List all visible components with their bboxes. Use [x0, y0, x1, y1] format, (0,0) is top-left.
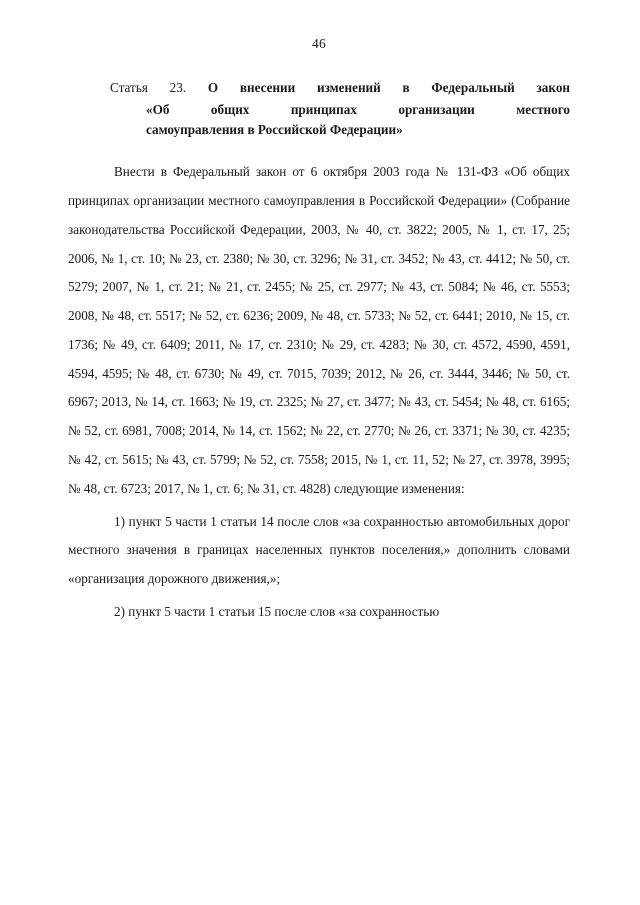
body-paragraph-intro: Внести в Федеральный закон от 6 октября 2003 года № 131-ФЗ «Об общих принципах организации местного самоуправления в Российской Федерации» (Собрание законодательства Российской Федерации, 2003, № 40, ст. 3822; 2005, № 1, ст. 17, 25; 2006, № 1, ст. 10; № 23, ст. 2380; № 30, ст. 3296; № 31, ст. 3452; № 43, ст. 4412; № 50, ст. 5279; 2007, № 1, ст. 21; № 21, ст. 2455; № 25, ст. 2977; № 43, ст. 5084; № 46, ст. 5553; 2008, № 48, ст. 5517; № 52, ст. 6236; 2009, № 48, ст. 5733; № 52, ст. 6441; 2010, № 15, ст. 1736; № 49, ст. 6409; 2011, № 17, ст. 2310; № 29, ст. 4283; № 30, ст. 4572, 4590, 4591, 4594, 4595; № 48, ст. 6730; № 49, ст. 7015, 7039; 2012, № 26, ст. 3444, 3446; № 50, ст. 6967; 2013, № 14, ст. 1663; № 19, ст. 2325; № 27, ст. 3477; № 43, ст. 5454; № 48, ст. 6165; № 52, ст. 6981, 7008; 2014, № 14, ст. 1562; № 22, ст. 2770; № 26, ст. 3371; № 30, ст. 4235; № 42, ст. 5615; № 43, ст. 5799; № 52, ст. 7558; 2015, № 1, ст. 11, 52; № 27, ст. 3978, 3995; № 48, ст. 6723; 2017, № 1, ст. 6; № 31, ст. 4828) следующие изменения:: [68, 164, 570, 496]
article-heading-line-2: «Об общих принципах организации местного: [146, 102, 570, 118]
body-item-1: 1) пункт 5 части 1 статьи 14 после слов «за сохранностью автомобильных дорог местного значения в границах населенных пунктов поселения,» дополнить словами «организация дорожного движения,»;: [68, 513, 570, 587]
article-heading-line-3: самоуправления в Российской Федерации»: [146, 122, 403, 138]
article-title-part-1: О внесении изменений в Федеральный закон: [207, 80, 571, 95]
page-number: 46: [312, 36, 326, 51]
body-item-2: 2) пункт 5 части 1 статьи 15 после слов «за сохранностью: [114, 603, 440, 619]
article-label: Статья 23.: [110, 80, 187, 95]
article-heading-line-1: [68, 78, 570, 98]
